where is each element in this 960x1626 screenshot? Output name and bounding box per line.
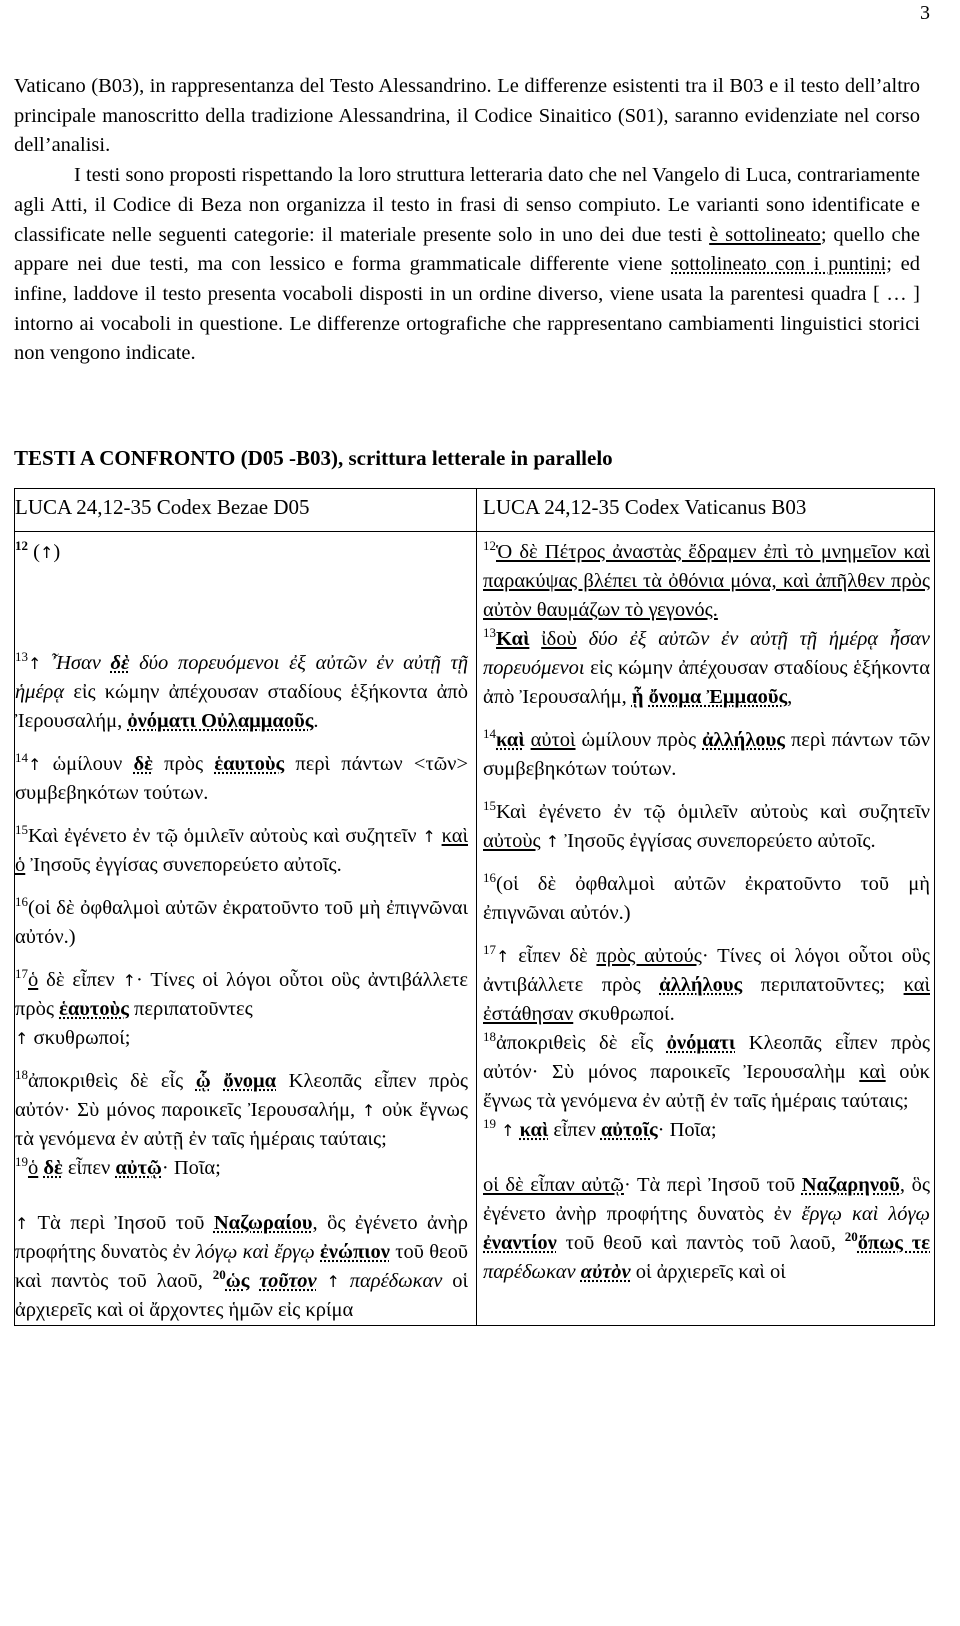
verse-text: , ὃς ἐγένετο ἀνὴρ προφήτης δυνατὸς ἐν xyxy=(15,1212,468,1263)
verse-text: Καὶ ἐγένετο ἐν τῷ ὁμιλεῖν αὐτοὺς καὶ συζητεῖν xyxy=(496,801,930,823)
verse-text: περὶ πάντων <τῶν> συμβεβηκότων τούτων. xyxy=(15,753,469,804)
verse-number: 18 xyxy=(483,1029,496,1045)
dotted-underlined-example: sottolineato con i puntini xyxy=(671,253,887,276)
verse-text: ἀποκριθεὶς δὲ εἷς xyxy=(496,1032,667,1054)
verse-text xyxy=(577,628,589,650)
underlined-example: è sottolineato xyxy=(709,223,821,246)
verse-text: παρέδωκαν xyxy=(483,1261,576,1283)
arrow-up-icon: ↑ xyxy=(545,832,560,851)
verse-16-bezae xyxy=(15,894,476,952)
intro-text xyxy=(14,72,920,369)
verse-19b-bezae xyxy=(15,1209,476,1325)
verse-text: Καὶ ἐγένετο ἐν τῷ ὁμιλεῖν αὐτοὺς καὶ συζητεῖν xyxy=(28,825,423,847)
verse-text: σκυθρωποί; xyxy=(28,1027,131,1049)
verse-text: Ναζωραίου xyxy=(213,1212,313,1234)
intro-text-run: ; ed infine, laddove il testo presenta vocaboli disposti in un ordine diverso, viene usata la parentesi quadra [ … ] intorno ai vocaboli in questione. Le differenze ortografiche che rappresentano cambiamenti linguistici storici non vengono indicate. xyxy=(14,253,920,365)
arrow-up-icon: ↑ xyxy=(422,827,436,846)
verse-text: ἀλλήλους xyxy=(659,974,743,996)
verse-text: δὲ xyxy=(133,753,153,775)
verse-text: Καὶ xyxy=(496,628,530,650)
verse-12-bezae xyxy=(15,538,476,567)
verse-text: ἔργῳ καὶ λόγῳ xyxy=(801,1203,930,1225)
section-heading: TESTI A CONFRONTO (D05 -B03), scrittura letterale in parallelo xyxy=(14,446,613,470)
bezae-column xyxy=(15,532,477,1326)
intro-text-run: I testi sono proposti rispettando la loro struttura letteraria dato che nel Vangelo di Luca, contrariamente agli Atti, il Codice di Beza non organizza il testo in frasi di senso compiuto. Le varianti sono identificate e classificate nelle seguenti categorie: il materiale presente solo in uno dei due testi xyxy=(14,164,920,246)
verse-text: αὐτῷ xyxy=(115,1157,162,1179)
verse-text: ἑαυτοὺς xyxy=(214,753,285,775)
verse-text: ὀνόματι Οὐλαμμαοῦς xyxy=(127,710,314,732)
verse-text: καὶ xyxy=(859,1061,886,1083)
arrow-up-icon: ↑ xyxy=(122,971,137,990)
verse-16-vaticanus xyxy=(483,870,934,928)
verse-text: εἶπεν δὲ xyxy=(509,945,597,967)
arrow-up-icon: ↑ xyxy=(326,1272,340,1291)
verse-text: περιπατοῦντες xyxy=(128,998,253,1020)
verse-number: 13 xyxy=(483,625,496,641)
verse-text: · Τίνες οἱ λόγοι οὗτοι οὓς ἀντιβάλλετε πρὸς xyxy=(15,969,468,1020)
verse-text: ὡμίλουν πρὸς xyxy=(575,729,703,751)
verse-text: · Τίνες οἱ λόγοι οὗτοι οὓς ἀντιβάλλετε πρὸς xyxy=(483,945,930,996)
verse-18-bezae xyxy=(15,1067,476,1183)
verse-12-vaticanus xyxy=(483,538,934,625)
verse-text: πρὸς xyxy=(152,753,215,775)
verse-text: , xyxy=(787,686,793,708)
verse-14-bezae xyxy=(15,750,476,808)
verse-13-vaticanus xyxy=(483,625,934,712)
verse-text: τοῦτον xyxy=(259,1270,317,1292)
verse-text: ὁ xyxy=(28,969,39,991)
verse-number: 14 xyxy=(483,726,496,742)
verse-text: (οἱ δὲ ὀφθαλμοὶ αὐτῶν ἐκρατοῦντο τοῦ μὴ ἐπιγνῶναι αὐτόν.) xyxy=(483,873,930,924)
verse-text: αὐτοῖς xyxy=(600,1119,658,1141)
verse-number: 20 xyxy=(212,1267,226,1283)
verse-text: δύο πορευόμενοι ἐξ αὐτῶν ἐν αὐτῇ τῇ ἡμέρᾳ xyxy=(15,652,468,703)
comparison-table xyxy=(14,488,935,1326)
verse-text: Ναζαρηνοῦ xyxy=(801,1174,900,1196)
verse-text: εἶπεν xyxy=(62,1157,116,1179)
verse-19b-vaticanus xyxy=(483,1171,934,1287)
verse-text: οἱ ἀρχιερεῖς καὶ οἱ ἄρχοντες ἡμῶν εἰς κρίμα xyxy=(15,1270,469,1321)
verse-text: εἰς κώμην ἀπέχουσαν σταδίους ἑξήκοντα ἀπὸ Ἰερουσαλήμ, xyxy=(483,657,930,708)
verse-number: 17 xyxy=(483,942,496,958)
verse-text: Ὁ δὲ Πέτρος ἀναστὰς ἔδραμεν ἐπὶ τὸ μνημεῖον καὶ παρακύψας βλέπει τὰ ὀθόνια μόνα, καὶ ἀπῆλθεν πρὸς αὐτὸν θαυμάζων τὸ γεγονός. xyxy=(483,541,930,621)
verse-text: δὲ εἶπεν xyxy=(38,969,123,991)
verse-18-vaticanus xyxy=(483,1029,934,1145)
verse-text: περιπατοῦντες; xyxy=(742,974,904,996)
verse-text: ἐνώπιον xyxy=(320,1241,390,1263)
verse-text: ὄνομα Ἐμμαοῦς xyxy=(648,686,788,708)
arrow-up-icon: ↑ xyxy=(501,1121,515,1140)
verse-text: Κλεοπᾶς εἶπεν πρὸς αὐτόν· Σὺ μόνος παροικεῖς Ἰερουσαλήμ, xyxy=(15,1070,468,1121)
verse-15-bezae xyxy=(15,822,476,880)
verse-text: καὶ ὁ xyxy=(15,825,468,876)
verse-text: ὄνομα xyxy=(223,1070,277,1092)
verse-number: 20 xyxy=(844,1229,858,1245)
verse-text: ἐναντίον xyxy=(483,1232,557,1254)
verse-text: ἀλλήλους xyxy=(702,729,785,751)
verse-text: · Ποῖα; xyxy=(161,1157,221,1179)
verse-text: αὐτοὶ xyxy=(530,729,576,751)
verse-text: Τὰ περὶ Ἰησοῦ τοῦ xyxy=(28,1212,214,1234)
intro-paragraph-2 xyxy=(14,161,920,369)
verse-text: ὡς xyxy=(225,1270,250,1292)
verse-text: λόγῳ καὶ ἔργῳ xyxy=(195,1241,315,1263)
verse-text: εἶπεν xyxy=(548,1119,601,1141)
verse-number: 14 xyxy=(15,750,28,766)
arrow-up-icon: ↑ xyxy=(28,755,42,774)
arrow-up-icon: ↑ xyxy=(361,1101,376,1120)
verse-text: . xyxy=(313,710,319,732)
verse-number: 19 xyxy=(15,1154,28,1170)
verse-text: πρὸς αὐτούς xyxy=(596,945,702,967)
verse-text: (οἱ δὲ ὀφθαλμοὶ αὐτῶν ἐκρατοῦντο τοῦ μὴ ἐπιγνῶναι αὐτόν.) xyxy=(15,897,468,948)
verse-text: εἰς κώμην ἀπέχουσαν σταδίους ἑξήκοντα ἀπὸ Ἰερουσαλήμ, xyxy=(15,681,468,732)
verse-text xyxy=(211,1070,224,1092)
verse-number: 18 xyxy=(15,1067,28,1083)
verse-text xyxy=(317,1270,327,1292)
verse-17-vaticanus xyxy=(483,942,934,1029)
verse-14-vaticanus xyxy=(483,726,934,784)
intro-paragraph-1: Vaticano (B03), in rappresentanza del Testo Alessandrino. Le differenze esistenti tra il B03 e il testo dell’altro principale manoscritto della tradizione Alessandrina, il Codice Sinaitico (S01), saranno evidenziate nel corso dell’analisi. xyxy=(14,75,920,157)
verse-text: σκυθρωποί. xyxy=(573,1003,675,1025)
verse-number: 16 xyxy=(15,894,28,910)
verse-text: Ἦσαν xyxy=(51,652,111,674)
verse-text: καὶ ἐστάθησαν xyxy=(483,974,930,1025)
intro-text-run: ; quello che appare nei due testi, ma con lessico e forma grammaticale differente viene xyxy=(14,223,920,276)
verse-text: , ὃς ἐγένετο ἀνὴρ προφήτης δυνατὸς ἐν xyxy=(483,1174,931,1225)
right-column-title xyxy=(477,489,935,532)
verse-text: Ἰησοῦς ἐγγίσας συνεπορεύετο αὐτοῖς. xyxy=(559,830,876,852)
verse-text: ὀνόματι xyxy=(666,1032,736,1054)
verse-text xyxy=(249,1270,259,1292)
verse-text: ὡμίλουν xyxy=(41,753,134,775)
verse-text: αὐτοὺς xyxy=(483,830,541,852)
left-title-text: LUCA 24,12-35 Codex Bezae D05 xyxy=(15,495,310,519)
verse-text: δὲ xyxy=(110,652,130,674)
verse-number: 15 xyxy=(483,798,496,814)
verse-number: 12 xyxy=(483,538,496,554)
verse-text: καὶ xyxy=(496,729,525,751)
verse-text: δὲ xyxy=(43,1157,63,1179)
verse-number: 19 xyxy=(483,1116,496,1132)
verse-17-bezae xyxy=(15,966,476,1053)
arrow-up-icon: ↑ xyxy=(496,947,510,966)
verse-text: Ἰησοῦς ἐγγίσας συνεπορεύετο αὐτοῖς. xyxy=(25,854,342,876)
verse-number: 12 xyxy=(15,538,28,554)
verse-text: οἱ ἀρχιερεῖς καὶ οἱ xyxy=(630,1261,786,1283)
verse-text: οἱ δὲ εἶπαν αὐτῷ xyxy=(483,1174,624,1196)
verse-text: περὶ πάντων τῶν συμβεβηκότων τούτων. xyxy=(483,729,931,780)
arrow-up-icon: ↑ xyxy=(28,654,42,673)
verse-15-vaticanus xyxy=(483,798,934,856)
verse-text: καὶ xyxy=(519,1119,549,1141)
verse-text: δύο ἐξ αὐτῶν ἐν αὐτῇ τῇ ἡμέρᾳ ἦσαν πορευόμενοι xyxy=(483,628,931,679)
verse-text: οὐκ ἔγνως τὰ γενόμενα ἐν αὐτῇ ἐν ταῖς ἡμέραις ταύταις; xyxy=(15,1099,469,1150)
verse-text: τοῦ θεοῦ καὶ παντὸς τοῦ λαοῦ, xyxy=(15,1241,469,1292)
arrow-up-icon: ↑ xyxy=(15,1214,29,1233)
verse-number: 16 xyxy=(483,870,496,886)
verse-text: ᾧ xyxy=(195,1070,211,1092)
verse-13-bezae xyxy=(15,649,476,736)
verse-text: ὅπως τε xyxy=(857,1232,930,1254)
verse-text: ἀποκριθεὶς δὲ εἷς xyxy=(28,1070,196,1092)
verse-text: ᾗ xyxy=(631,686,644,708)
verse-text xyxy=(340,1270,350,1292)
verse-text: οὐκ ἔγνως τὰ γενόμενα ἐν αὐτῇ ἐν ταῖς ἡμέραις ταύταις; xyxy=(483,1061,930,1112)
verse-text: ) xyxy=(53,541,61,563)
arrow-up-icon: ↑ xyxy=(15,1029,29,1048)
verse-text: αὐτὸν xyxy=(580,1261,631,1283)
page-number: 3 xyxy=(920,2,930,24)
arrow-up-icon: ↑ xyxy=(39,543,54,562)
right-title-text: LUCA 24,12-35 Codex Vaticanus B03 xyxy=(483,495,807,519)
verse-text: ( xyxy=(28,541,40,563)
verse-text xyxy=(41,652,51,674)
verse-text: παρέδωκαν xyxy=(349,1270,443,1292)
verse-number: 13 xyxy=(15,649,28,665)
verse-text: Κλεοπᾶς εἶπεν πρὸς αὐτόν· Σὺ μόνος παροικεῖς Ἰερουσαλὴμ xyxy=(483,1032,930,1083)
verse-text: · Τὰ περὶ Ἰησοῦ τοῦ xyxy=(623,1174,802,1196)
verse-text: ὁ xyxy=(28,1157,39,1179)
vaticanus-column xyxy=(477,532,935,1326)
verse-text xyxy=(529,628,541,650)
left-column-title xyxy=(15,489,477,532)
verse-number: 17 xyxy=(15,966,28,982)
verse-text: · Ποῖα; xyxy=(657,1119,717,1141)
verse-text: τοῦ θεοῦ καὶ παντὸς τοῦ λαοῦ, xyxy=(556,1232,845,1254)
verse-text: ἰδοὺ xyxy=(541,628,577,650)
verse-number: 15 xyxy=(15,822,28,838)
verse-text: ἑαυτοὺς xyxy=(59,998,129,1020)
